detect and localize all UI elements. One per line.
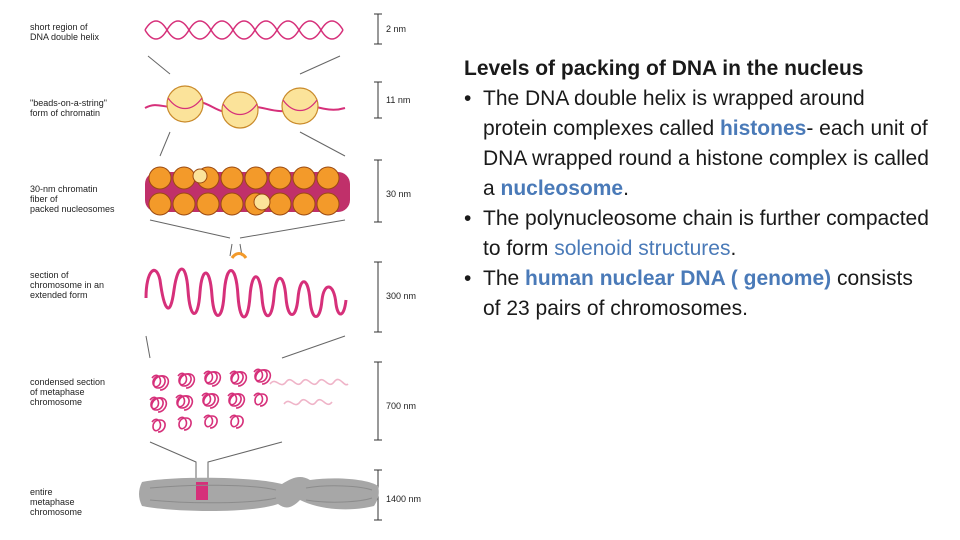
chromatin-fiber-30nm [145,167,350,215]
size-700nm: 700 nm [386,401,417,411]
bullet-3-text: The [483,267,526,290]
label-double-helix: short region of DNA double helix [30,22,100,42]
term-human-genome: human nuclear DNA ( genome) [525,267,832,290]
label-beads-on-string: "beads-on-a-string" form of chromatin [30,98,107,118]
text-panel [464,54,934,324]
size-300nm: 300 nm [386,291,417,301]
metaphase-chromosome [139,477,379,511]
scale-bars [374,14,382,520]
diagram-artwork [0,0,440,540]
label-metaphase-chromosome: entire metaphase chromosome [30,487,83,517]
label-condensed-section: condensed section of metaphase chromosome [30,377,106,407]
term-solenoid: solenoid structures [554,237,731,260]
bullet-1-text: The DNA double helix is wrapped around protein complexes called [483,87,865,140]
extended-chromosome-loops [146,254,346,318]
bullet-histones [464,84,934,204]
bullet-marker: • [464,267,472,290]
size-30nm: 30 nm [386,189,412,199]
condensed-section-coils [150,369,348,432]
bullet-3-end: consists of 23 pairs of chromosomes. [483,267,913,320]
bullet-solenoid [464,204,934,264]
bullet-marker: • [464,87,472,110]
size-1400nm: 1400 nm [386,494,422,504]
bullet-2-text: The polynucleosome chain is further compacted to form [483,207,929,260]
bullet-1-mid: - each unit of DNA wrapped round a histone complex is called a [483,117,929,200]
size-2nm: 2 nm [386,24,407,34]
double-helix [145,21,343,39]
bullet-genome [464,264,934,324]
term-nucleosome: nucleosome [500,177,624,200]
slide-title: Levels of packing of DNA in the nucleus [464,57,864,80]
bullet-2-end: . [730,237,737,260]
bullet-1-end: . [623,177,629,200]
beads-on-string [145,86,345,128]
label-30nm-fiber: 30-nm chromatin fiber of packed nucleosomes [30,184,115,214]
size-11nm: 11 nm [386,95,411,105]
term-histones: histones [719,117,807,140]
dna-packing-diagram [0,0,440,540]
bullet-marker: • [464,207,472,230]
label-extended-chromosome: section of chromosome in an extended form [30,270,105,300]
